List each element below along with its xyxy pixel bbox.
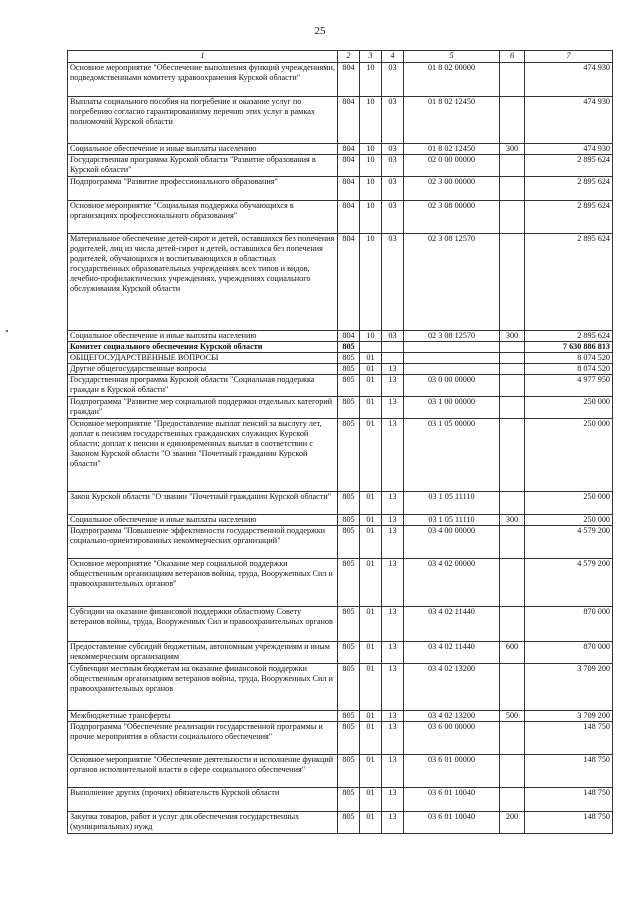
row-expense-type: 600 <box>500 642 525 664</box>
row-name: Закупка товаров, работ и услуг для обеспечения государственных (муниципальных) нужд <box>68 812 338 834</box>
row-target-code: 01 8 02 12450 <box>404 144 500 155</box>
row-grbs: 804 <box>338 63 360 97</box>
row-name: Материальное обеспечение детей-сирот и детей, оставшихся без попечения родителей, лиц из числа детей-сирот и детей, оставшихся без попечения родителей, обучающихся и воспитывающихся в областных государственных образовательных учреждениях всех типов и видов, лечебно-профилактических учреждениях, учреждениях социального обслуживания Курской области <box>68 234 338 331</box>
row-section: 01 <box>360 353 382 364</box>
table-row <box>68 63 613 97</box>
row-expense-type <box>500 755 525 788</box>
row-target-code: 03 4 02 00000 <box>404 559 500 607</box>
row-amount: 4 579 200 <box>525 526 613 559</box>
row-expense-type: 200 <box>500 812 525 834</box>
row-amount: 4 579 200 <box>525 559 613 607</box>
row-grbs: 804 <box>338 201 360 234</box>
row-grbs: 805 <box>338 353 360 364</box>
row-section: 01 <box>360 607 382 642</box>
row-grbs: 804 <box>338 97 360 144</box>
row-grbs: 805 <box>338 342 360 353</box>
table-row <box>68 342 613 353</box>
row-subsection: 13 <box>382 722 404 755</box>
row-grbs: 805 <box>338 492 360 515</box>
row-subsection: 13 <box>382 364 404 375</box>
row-amount: 250 000 <box>525 419 613 492</box>
row-grbs: 805 <box>338 642 360 664</box>
row-section: 10 <box>360 201 382 234</box>
header-col-2: 2 <box>338 51 360 63</box>
table-row <box>68 353 613 364</box>
row-target-code: 02 3 00 00000 <box>404 177 500 201</box>
row-amount: 148 750 <box>525 788 613 812</box>
row-grbs: 805 <box>338 375 360 397</box>
row-expense-type <box>500 722 525 755</box>
row-subsection: 13 <box>382 642 404 664</box>
row-grbs: 805 <box>338 419 360 492</box>
header-col-4: 4 <box>382 51 404 63</box>
row-grbs: 805 <box>338 664 360 711</box>
row-amount: 7 630 886 813 <box>525 342 613 353</box>
row-section: 01 <box>360 419 382 492</box>
row-section: 01 <box>360 559 382 607</box>
table-row <box>68 331 613 342</box>
row-amount: 474 930 <box>525 97 613 144</box>
row-name: Закон Курской области "О звании "Почетный гражданин Курской области" <box>68 492 338 515</box>
row-expense-type <box>500 788 525 812</box>
row-subsection: 03 <box>382 155 404 177</box>
row-target-code <box>404 342 500 353</box>
row-section <box>360 342 382 353</box>
row-amount: 474 930 <box>525 63 613 97</box>
row-section: 10 <box>360 177 382 201</box>
row-subsection: 13 <box>382 755 404 788</box>
row-target-code: 03 4 02 13200 <box>404 711 500 722</box>
row-target-code: 03 4 02 11440 <box>404 607 500 642</box>
row-name: ОБЩЕГОСУДАРСТВЕННЫЕ ВОПРОСЫ <box>68 353 338 364</box>
row-name: Социальное обеспечение и иные выплаты населению <box>68 144 338 155</box>
row-subsection: 03 <box>382 331 404 342</box>
row-amount: 250 000 <box>525 515 613 526</box>
header-col-1: 1 <box>68 51 338 63</box>
row-amount: 250 000 <box>525 492 613 515</box>
table-row <box>68 607 613 642</box>
row-expense-type: 300 <box>500 144 525 155</box>
row-grbs: 805 <box>338 812 360 834</box>
row-name: Подпрограмма "Обеспечение реализации государственной программы и прочие мероприятия в области социального обеспечения" <box>68 722 338 755</box>
table-row <box>68 419 613 492</box>
row-expense-type <box>500 353 525 364</box>
row-amount: 148 750 <box>525 722 613 755</box>
row-target-code: 02 0 00 00000 <box>404 155 500 177</box>
row-subsection: 13 <box>382 788 404 812</box>
row-name: Субвенции местным бюджетам на оказание финансовой поддержки общественным организациям ветеранов войны, труда, Вооруженных Сил и правоохранительных органов <box>68 664 338 711</box>
row-expense-type <box>500 492 525 515</box>
row-section: 10 <box>360 144 382 155</box>
row-amount: 148 750 <box>525 755 613 788</box>
row-target-code: 03 6 00 00000 <box>404 722 500 755</box>
row-amount: 148 750 <box>525 812 613 834</box>
row-section: 10 <box>360 155 382 177</box>
row-subsection: 13 <box>382 375 404 397</box>
row-subsection: 13 <box>382 711 404 722</box>
table-row <box>68 375 613 397</box>
row-grbs: 805 <box>338 755 360 788</box>
row-grbs: 804 <box>338 144 360 155</box>
row-target-code: 03 4 00 00000 <box>404 526 500 559</box>
row-target-code: 02 3 08 12570 <box>404 234 500 331</box>
row-section: 01 <box>360 397 382 419</box>
table-row <box>68 97 613 144</box>
row-section: 01 <box>360 812 382 834</box>
row-grbs: 804 <box>338 234 360 331</box>
page-number: 25 <box>314 25 326 37</box>
header-col-7: 7 <box>525 51 613 63</box>
row-amount: 870 000 <box>525 607 613 642</box>
row-expense-type <box>500 364 525 375</box>
table-row <box>68 559 613 607</box>
row-expense-type <box>500 419 525 492</box>
row-name: Комитет социального обеспечения Курской области <box>68 342 338 353</box>
row-target-code: 03 6 01 10040 <box>404 812 500 834</box>
row-target-code: 02 3 08 12570 <box>404 331 500 342</box>
row-subsection: 13 <box>382 492 404 515</box>
row-name: Подпрограмма "Развитие мер социальной поддержки отдельных категорий граждан" <box>68 397 338 419</box>
row-expense-type <box>500 664 525 711</box>
table-row <box>68 755 613 788</box>
row-section: 01 <box>360 788 382 812</box>
header-col-5: 5 <box>404 51 500 63</box>
row-grbs: 805 <box>338 559 360 607</box>
row-name: Подпрограмма "Повышение эффективности государственной поддержки социально-ориентированных некоммерческих организаций" <box>68 526 338 559</box>
budget-table <box>67 50 613 834</box>
row-name: Государственная программа Курской области "Развитие образования в Курской области" <box>68 155 338 177</box>
row-name: Основное мероприятие "Обеспечение деятельности и исполнение функций органов исполнительной власти в сфере социального обеспечения" <box>68 755 338 788</box>
row-amount: 870 000 <box>525 642 613 664</box>
row-target-code: 03 4 02 13200 <box>404 664 500 711</box>
row-grbs: 805 <box>338 515 360 526</box>
row-section: 01 <box>360 722 382 755</box>
table-row <box>68 201 613 234</box>
table-row <box>68 364 613 375</box>
table-row <box>68 526 613 559</box>
row-section: 10 <box>360 63 382 97</box>
row-subsection <box>382 353 404 364</box>
row-expense-type <box>500 155 525 177</box>
table-row <box>68 234 613 331</box>
row-target-code: 03 1 05 11110 <box>404 515 500 526</box>
table-row <box>68 144 613 155</box>
row-section: 10 <box>360 331 382 342</box>
row-grbs: 805 <box>338 364 360 375</box>
row-section: 01 <box>360 526 382 559</box>
row-target-code: 03 0 00 00000 <box>404 375 500 397</box>
table-body <box>68 63 613 834</box>
row-amount: 2 895 624 <box>525 201 613 234</box>
row-amount: 3 709 200 <box>525 664 613 711</box>
row-section: 01 <box>360 375 382 397</box>
row-target-code: 03 4 02 11440 <box>404 642 500 664</box>
row-subsection: 13 <box>382 526 404 559</box>
row-grbs: 805 <box>338 788 360 812</box>
row-amount: 8 074 520 <box>525 353 613 364</box>
row-target-code: 03 1 00 00000 <box>404 397 500 419</box>
row-name: Государственная программа Курской области "Социальная поддержка граждан в Курской области" <box>68 375 338 397</box>
row-name: Субсидии на оказание финансовой поддержки областному Совету ветеранов войны, труда, Вооруженных Сил и правоохранительных органов <box>68 607 338 642</box>
row-grbs: 804 <box>338 155 360 177</box>
table-row <box>68 812 613 834</box>
row-section: 01 <box>360 711 382 722</box>
row-grbs: 804 <box>338 177 360 201</box>
row-subsection: 13 <box>382 664 404 711</box>
row-amount: 3 709 200 <box>525 711 613 722</box>
table-row <box>68 722 613 755</box>
row-target-code: 03 6 01 10040 <box>404 788 500 812</box>
row-subsection: 03 <box>382 201 404 234</box>
row-amount: 4 977 950 <box>525 375 613 397</box>
row-subsection: 13 <box>382 559 404 607</box>
row-section: 01 <box>360 492 382 515</box>
row-expense-type: 300 <box>500 331 525 342</box>
row-expense-type <box>500 607 525 642</box>
row-subsection <box>382 342 404 353</box>
row-expense-type: 500 <box>500 711 525 722</box>
row-subsection: 03 <box>382 144 404 155</box>
row-expense-type <box>500 559 525 607</box>
row-name: Выполнение других (прочих) обязательств Курской области <box>68 788 338 812</box>
row-subsection: 03 <box>382 97 404 144</box>
row-target-code: 03 1 05 00000 <box>404 419 500 492</box>
row-name: Основное мероприятие "Оказание мер социальной поддержки общественным организациям ветеранов войны, труда, Вооруженных Сил и правоохранительных органов" <box>68 559 338 607</box>
row-subsection: 13 <box>382 812 404 834</box>
row-expense-type <box>500 397 525 419</box>
row-amount: 474 930 <box>525 144 613 155</box>
row-expense-type <box>500 63 525 97</box>
row-amount: 2 895 624 <box>525 155 613 177</box>
row-section: 01 <box>360 515 382 526</box>
row-section: 01 <box>360 664 382 711</box>
row-name: Основное мероприятие "Социальная поддержка обучающихся в организациях профессионального образования" <box>68 201 338 234</box>
row-target-code: 02 3 08 00000 <box>404 201 500 234</box>
row-subsection: 03 <box>382 234 404 331</box>
row-grbs: 805 <box>338 526 360 559</box>
row-target-code: 03 1 05 11110 <box>404 492 500 515</box>
row-expense-type <box>500 375 525 397</box>
row-amount: 2 895 624 <box>525 177 613 201</box>
row-grbs: 805 <box>338 722 360 755</box>
table-row <box>68 515 613 526</box>
row-subsection: 13 <box>382 607 404 642</box>
row-subsection: 13 <box>382 419 404 492</box>
table-row <box>68 711 613 722</box>
row-amount: 2 895 624 <box>525 331 613 342</box>
row-subsection: 03 <box>382 63 404 97</box>
row-target-code: 01 8 02 00000 <box>404 63 500 97</box>
row-name: Другие общегосударственные вопросы <box>68 364 338 375</box>
row-name: Основное мероприятие "Предоставление выплат пенсий за выслугу лет, доплат к пенсиям государственных гражданских служащих Курской области; доплат к пенсии и единовременных выплат в соответствии с Законом Курской области "О звании "Почетный гражданин Курской области" <box>68 419 338 492</box>
row-target-code: 01 8 02 12450 <box>404 97 500 144</box>
row-expense-type: 300 <box>500 515 525 526</box>
row-expense-type <box>500 234 525 331</box>
header-col-6: 6 <box>500 51 525 63</box>
row-subsection: 13 <box>382 515 404 526</box>
row-subsection: 03 <box>382 177 404 201</box>
row-expense-type <box>500 526 525 559</box>
row-expense-type <box>500 177 525 201</box>
row-expense-type <box>500 342 525 353</box>
row-expense-type <box>500 201 525 234</box>
table-row <box>68 642 613 664</box>
row-name: Подпрограмма "Развитие профессионального образования" <box>68 177 338 201</box>
row-target-code <box>404 364 500 375</box>
row-section: 01 <box>360 755 382 788</box>
row-name: Предоставление субсидий бюджетным, автономным учреждениям и иным некоммерческим организациям <box>68 642 338 664</box>
table-row <box>68 177 613 201</box>
table-row <box>68 155 613 177</box>
table-header-row <box>68 51 613 63</box>
row-name: Межбюджетные трансферты <box>68 711 338 722</box>
row-subsection: 13 <box>382 397 404 419</box>
row-target-code <box>404 353 500 364</box>
row-name: Социальное обеспечение и иные выплаты населению <box>68 515 338 526</box>
header-col-3: 3 <box>360 51 382 63</box>
row-name: Основное мероприятие "Обеспечение выполнения функций учреждениями, подведомственными комитету здравоохранения Курской области" <box>68 63 338 97</box>
row-grbs: 805 <box>338 711 360 722</box>
table-row <box>68 664 613 711</box>
row-expense-type <box>500 97 525 144</box>
row-amount: 2 895 624 <box>525 234 613 331</box>
scan-speck <box>6 330 8 332</box>
row-grbs: 805 <box>338 607 360 642</box>
row-section: 10 <box>360 234 382 331</box>
row-grbs: 805 <box>338 397 360 419</box>
row-section: 01 <box>360 642 382 664</box>
row-section: 01 <box>360 364 382 375</box>
table-row <box>68 788 613 812</box>
table-row <box>68 397 613 419</box>
row-name: Выплаты социального пособия на погребение и оказание услуг по погребению согласно гарантированному перечню этих услуг в рамках полномочий Курской области <box>68 97 338 144</box>
row-target-code: 03 6 01 00000 <box>404 755 500 788</box>
table-row <box>68 492 613 515</box>
row-amount: 8 074 520 <box>525 364 613 375</box>
row-grbs: 804 <box>338 331 360 342</box>
row-amount: 250 000 <box>525 397 613 419</box>
row-section: 10 <box>360 97 382 144</box>
row-name: Социальное обеспечение и иные выплаты населению <box>68 331 338 342</box>
